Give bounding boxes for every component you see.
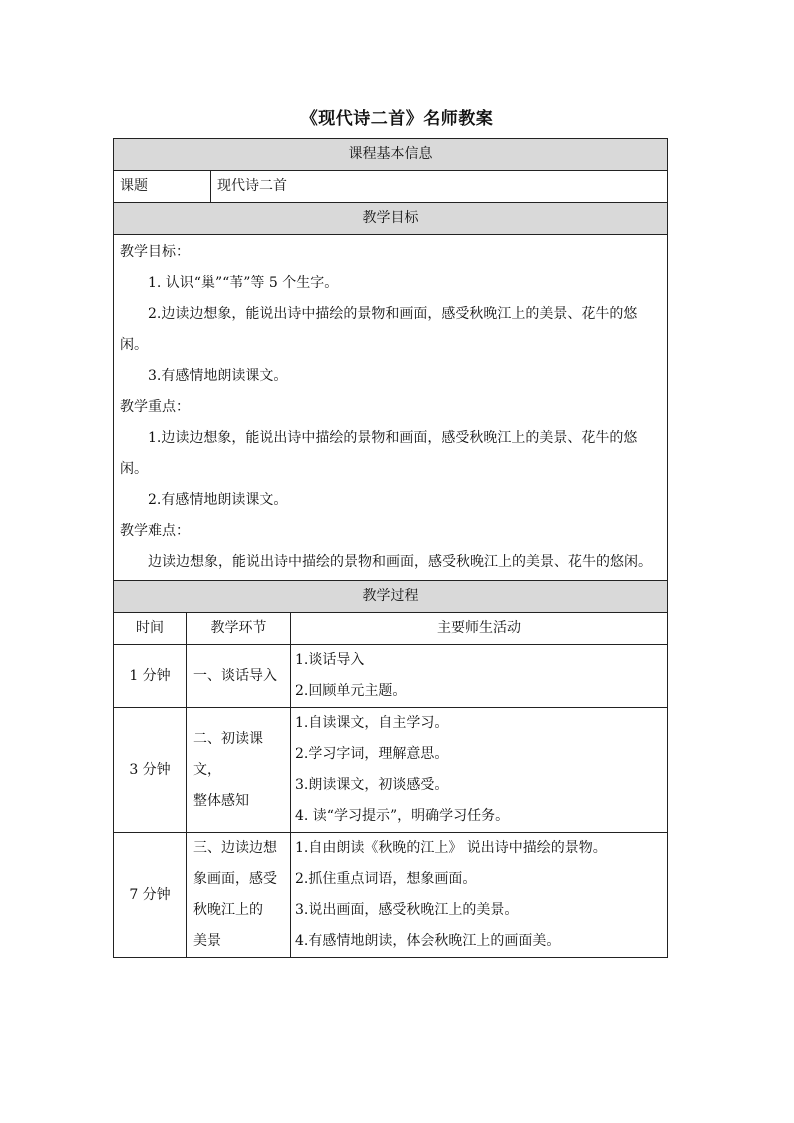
process-row	[114, 833, 668, 958]
topic-value: 现代诗二首	[211, 171, 668, 203]
process-activity-line: 1.自读课文，自主学习。	[295, 715, 449, 731]
objective-line: 教学重点：	[120, 399, 190, 415]
process-activity-line: 2.回顾单元主题。	[295, 683, 407, 699]
process-time: 7 分钟	[114, 833, 187, 958]
objectives-content	[114, 235, 668, 581]
process-stage-line: 美景	[193, 933, 221, 949]
process-stage-line: 整体感知	[193, 792, 249, 809]
objective-line: 边读边想象，能说出诗中描绘的景物和画面，感受秋晚江上的美景、花牛的悠闲。	[148, 554, 652, 570]
objective-line: 2.有感情地朗读课文。	[148, 492, 288, 508]
objective-line: 1. 认识“巢”“苇”等 5 个生字。	[148, 275, 339, 291]
process-stage-line: 三、边读边想	[193, 840, 277, 856]
process-time: 1 分钟	[114, 645, 187, 708]
basic-info-header: 课程基本信息	[114, 139, 668, 171]
process-stage	[187, 645, 291, 708]
process-activities	[291, 708, 668, 833]
column-header-time: 时间	[114, 613, 187, 645]
process-activity-line: 1.自由朗读《秋晚的江上》 说出诗中描绘的景物。	[295, 840, 607, 856]
page-title: 《现代诗二首》名师教案	[300, 109, 494, 129]
process-stage-line: 象画面，感受	[193, 871, 277, 887]
process-time: 3 分钟	[114, 708, 187, 833]
process-activity-line: 1.谈话导入	[295, 652, 365, 668]
objective-line: 3.有感情地朗读课文。	[148, 368, 288, 384]
process-stage-line: 秋晚江上的	[193, 902, 263, 918]
process-stage	[187, 708, 291, 833]
process-row	[114, 708, 668, 833]
objective-line: 教学目标：	[120, 244, 190, 260]
process-activities	[291, 833, 668, 958]
process-activity-line: 4. 读“学习提示”，明确学习任务。	[295, 808, 510, 824]
lesson-plan-table	[113, 138, 668, 958]
process-activity-line: 4.有感情地朗读，体会秋晚江上的画面美。	[295, 933, 561, 949]
process-stage	[187, 833, 291, 958]
objective-line: 2.边读边想象，能说出诗中描绘的景物和画面，感受秋晚江上的美景、花牛的悠闲。	[120, 306, 638, 353]
objective-line: 1.边读边想象，能说出诗中描绘的景物和画面，感受秋晚江上的美景、花牛的悠闲。	[120, 430, 638, 477]
column-header-activities: 主要师生活动	[291, 613, 668, 645]
process-activity-line: 3.说出画面，感受秋晚江上的美景。	[295, 902, 519, 918]
process-activity-line: 2.抓住重点词语，想象画面。	[295, 871, 477, 887]
process-row	[114, 645, 668, 708]
process-stage-line: 二、初读课文，	[193, 730, 263, 778]
process-header: 教学过程	[114, 581, 668, 613]
column-header-stage: 教学环节	[187, 613, 291, 645]
process-stage-line: 一、谈话导入	[193, 667, 277, 684]
process-activity-line: 2.学习字词，理解意思。	[295, 746, 449, 762]
process-activities	[291, 645, 668, 708]
objective-line: 教学难点：	[120, 523, 190, 539]
objectives-header: 教学目标	[114, 203, 668, 235]
topic-label: 课题	[114, 171, 211, 203]
process-activity-line: 3.朗读课文，初谈感受。	[295, 777, 449, 793]
